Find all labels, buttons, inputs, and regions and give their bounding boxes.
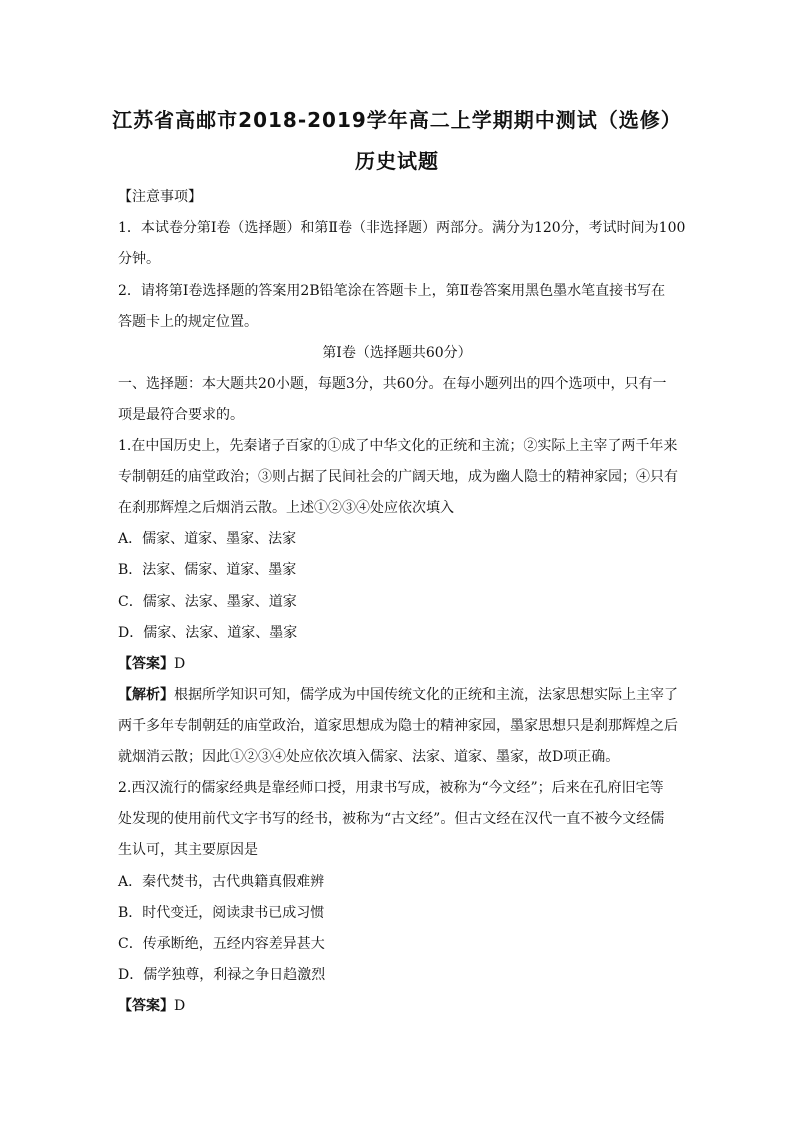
question-1-stem-line-3: 在刹那辉煌之后烟消云散。上述①②③④处应依次填入 <box>118 500 454 516</box>
question-1-stem-line-2: 专制朝廷的庙堂政治；③则占据了民间社会的广阔天地，成为幽人隐士的精神家园；④只有 <box>118 469 678 485</box>
question-2-stem-line-1: 2.西汉流行的儒家经典是靠经师口授，用隶书写成，被称为“今文经”；后来在孔府旧宅等 <box>118 780 664 796</box>
notice-item-2-line-1: 2．请将第Ⅰ卷选择题的答案用2B铅笔涂在答题卡上，第Ⅱ卷答案用黑色墨水笔直接书写在 <box>118 283 666 299</box>
section-instructions-line-1: 一、选择题：本大题共20小题，每题3分，共60分。在每小题列出的四个选项中，只有一 <box>118 376 667 392</box>
analysis-text: 根据所学知识可知，儒学成为中国传统文化的正统和主流，法家思想实际上主宰了 <box>174 687 678 703</box>
page-title: 江苏省高邮市2018-2019学年高二上学期期中测试（选修） <box>112 108 682 132</box>
section-instructions-line-2: 项是最符合要求的。 <box>118 407 244 423</box>
analysis-label: 【解析】 <box>118 687 174 703</box>
question-1-analysis-line-3: 就烟消云散；因此①②③④处应依次填入儒家、法家、道家、墨家，故D项正确。 <box>118 749 620 765</box>
question-2-option-d: D．儒学独尊，利禄之争日趋激烈 <box>118 967 326 983</box>
section-heading: 第Ⅰ卷（选择题共60分） <box>322 345 472 361</box>
notice-item-1-line-2: 分钟。 <box>118 251 160 267</box>
question-2-option-a: A．秦代焚书，古代典籍真假难辨 <box>118 874 325 890</box>
question-2-stem-line-3: 生认可，其主要原因是 <box>118 842 258 858</box>
answer-value: D <box>174 998 186 1014</box>
question-1-answer <box>118 655 185 673</box>
question-2-option-c: C．传承断绝，五经内容差异甚大 <box>118 936 325 952</box>
question-1-option-d: D．儒家、法家、道家、墨家 <box>118 625 298 641</box>
question-1-stem-line-1: 1.在中国历史上，先秦诸子百家的①成了中华文化的正统和主流；②实际上主宰了两千年来 <box>118 438 678 454</box>
question-1-option-a: A．儒家、道家、墨家、法家 <box>118 531 297 547</box>
question-2-answer <box>118 997 185 1015</box>
page-subtitle: 历史试题 <box>355 149 439 173</box>
question-1-option-c: C．儒家、法家、墨家、道家 <box>118 594 297 610</box>
question-1-analysis-line-1 <box>118 686 678 704</box>
answer-label: 【答案】 <box>118 998 174 1014</box>
question-1-analysis-line-2: 两千多年专制朝廷的庙堂政治，道家思想成为隐士的精神家园，墨家思想只是刹那辉煌之后 <box>118 718 678 734</box>
answer-label: 【答案】 <box>118 656 174 672</box>
notice-item-2-line-2: 答题卡上的规定位置。 <box>118 314 258 330</box>
notice-item-1-line-1: 1．本试卷分第Ⅰ卷（选择题）和第Ⅱ卷（非选择题）两部分。满分为120分，考试时间为100 <box>118 220 686 236</box>
question-2-option-b: B．时代变迁，阅读隶书已成习惯 <box>118 905 325 921</box>
question-2-stem-line-2: 处发现的使用前代文字书写的经书，被称为“古文经”。但古文经在汉代一直不被今文经儒 <box>118 811 665 827</box>
notice-header: 【注意事项】 <box>118 189 202 205</box>
question-1-option-b: B．法家、儒家、道家、墨家 <box>118 562 297 578</box>
answer-value: D <box>174 656 186 672</box>
